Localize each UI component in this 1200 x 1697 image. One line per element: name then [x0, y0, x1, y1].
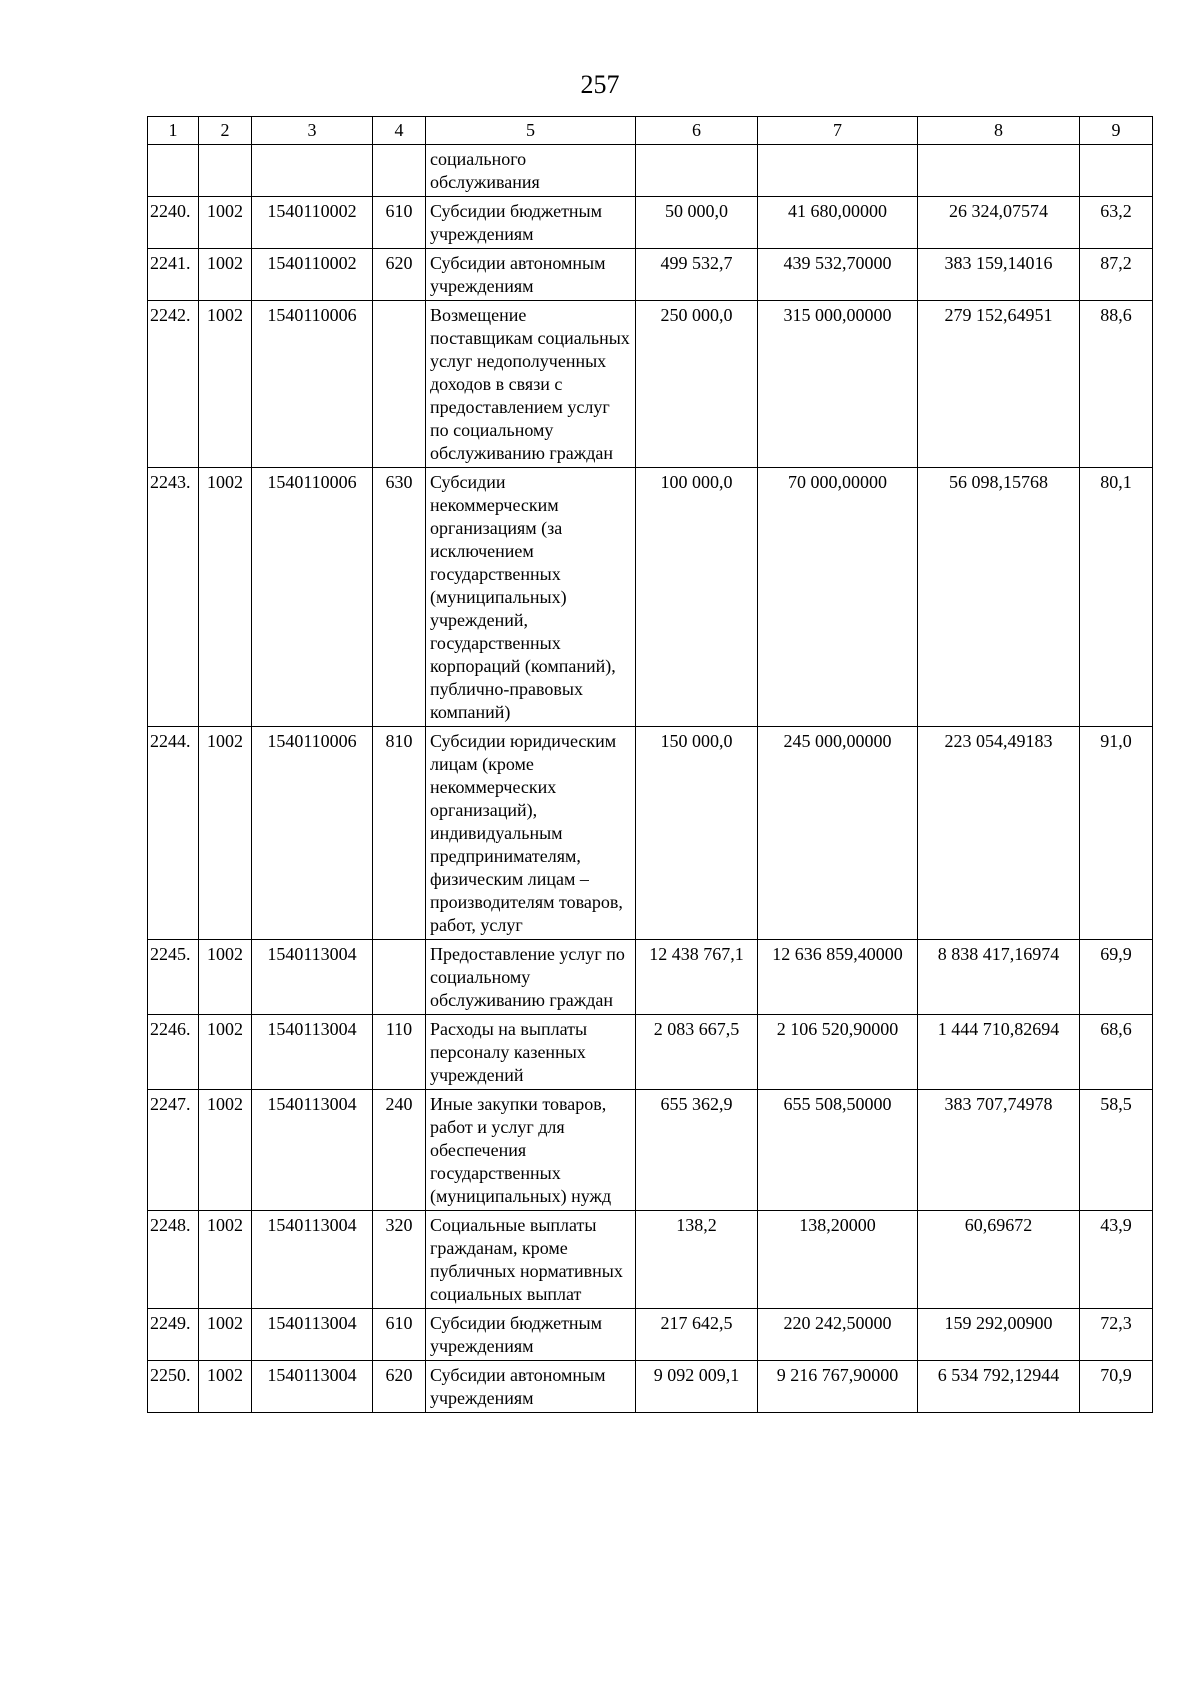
page-number: 257	[580, 70, 620, 99]
execution-percent: 58,5	[1080, 1090, 1153, 1211]
table-body	[148, 145, 1153, 1413]
section-code	[199, 145, 252, 197]
section-code: 1002	[199, 1015, 252, 1090]
approved-amount: 499 532,7	[636, 249, 758, 301]
row-number: 2240.	[148, 197, 199, 249]
table-row	[148, 145, 1153, 197]
approved-amount: 2 083 667,5	[636, 1015, 758, 1090]
table-row	[148, 1211, 1153, 1309]
approved-amount: 9 092 009,1	[636, 1361, 758, 1413]
executed-amount: 6 534 792,12944	[918, 1361, 1080, 1413]
execution-percent: 43,9	[1080, 1211, 1153, 1309]
executed-amount: 279 152,64951	[918, 301, 1080, 468]
refined-amount	[758, 145, 918, 197]
executed-amount: 383 159,14016	[918, 249, 1080, 301]
expense-type: 240	[373, 1090, 426, 1211]
refined-amount: 138,20000	[758, 1211, 918, 1309]
section-code: 1002	[199, 940, 252, 1015]
section-code: 1002	[199, 197, 252, 249]
column-header: 7	[758, 117, 918, 145]
target-code: 1540113004	[252, 1309, 373, 1361]
target-code: 1540113004	[252, 1211, 373, 1309]
target-code: 1540113004	[252, 1015, 373, 1090]
row-number: 2246.	[148, 1015, 199, 1090]
budget-table	[147, 116, 1153, 1413]
expense-type: 810	[373, 727, 426, 940]
row-number: 2244.	[148, 727, 199, 940]
item-name: Субсидии бюджетным учреждениям	[426, 1309, 636, 1361]
executed-amount: 383 707,74978	[918, 1090, 1080, 1211]
approved-amount: 250 000,0	[636, 301, 758, 468]
refined-amount: 220 242,50000	[758, 1309, 918, 1361]
refined-amount: 70 000,00000	[758, 468, 918, 727]
approved-amount: 50 000,0	[636, 197, 758, 249]
row-number: 2249.	[148, 1309, 199, 1361]
column-header: 9	[1080, 117, 1153, 145]
column-header: 5	[426, 117, 636, 145]
target-code	[252, 145, 373, 197]
table-row	[148, 301, 1153, 468]
executed-amount	[918, 145, 1080, 197]
table-header-row	[148, 117, 1153, 145]
expense-type: 610	[373, 1309, 426, 1361]
expense-type: 620	[373, 249, 426, 301]
section-code: 1002	[199, 249, 252, 301]
item-name: Социальные выплаты гражданам, кроме публичных нормативных социальных выплат	[426, 1211, 636, 1309]
expense-type: 610	[373, 197, 426, 249]
row-number: 2241.	[148, 249, 199, 301]
row-number: 2248.	[148, 1211, 199, 1309]
section-code: 1002	[199, 1309, 252, 1361]
approved-amount: 655 362,9	[636, 1090, 758, 1211]
execution-percent: 63,2	[1080, 197, 1153, 249]
execution-percent: 69,9	[1080, 940, 1153, 1015]
item-name: социального обслуживания	[426, 145, 636, 197]
refined-amount: 655 508,50000	[758, 1090, 918, 1211]
row-number: 2245.	[148, 940, 199, 1015]
section-code: 1002	[199, 1361, 252, 1413]
section-code: 1002	[199, 1090, 252, 1211]
execution-percent: 87,2	[1080, 249, 1153, 301]
executed-amount: 60,69672	[918, 1211, 1080, 1309]
executed-amount: 1 444 710,82694	[918, 1015, 1080, 1090]
row-number: 2243.	[148, 468, 199, 727]
section-code: 1002	[199, 301, 252, 468]
row-number: 2250.	[148, 1361, 199, 1413]
section-code: 1002	[199, 1211, 252, 1309]
execution-percent	[1080, 145, 1153, 197]
item-name: Иные закупки товаров, работ и услуг для обеспечения государственных (муниципальных) нужд	[426, 1090, 636, 1211]
approved-amount: 138,2	[636, 1211, 758, 1309]
expense-type: 320	[373, 1211, 426, 1309]
item-name: Субсидии автономным учреждениям	[426, 249, 636, 301]
column-header: 4	[373, 117, 426, 145]
table-row	[148, 1015, 1153, 1090]
refined-amount: 41 680,00000	[758, 197, 918, 249]
execution-percent: 72,3	[1080, 1309, 1153, 1361]
refined-amount: 245 000,00000	[758, 727, 918, 940]
execution-percent: 68,6	[1080, 1015, 1153, 1090]
approved-amount: 12 438 767,1	[636, 940, 758, 1015]
target-code: 1540110006	[252, 468, 373, 727]
approved-amount: 150 000,0	[636, 727, 758, 940]
refined-amount: 9 216 767,90000	[758, 1361, 918, 1413]
item-name: Возмещение поставщикам социальных услуг недополученных доходов в связи с предоставлением услуг по социальному обслуживанию граждан	[426, 301, 636, 468]
executed-amount: 56 098,15768	[918, 468, 1080, 727]
approved-amount	[636, 145, 758, 197]
table-row	[148, 468, 1153, 727]
target-code: 1540113004	[252, 1090, 373, 1211]
row-number: 2247.	[148, 1090, 199, 1211]
execution-percent: 70,9	[1080, 1361, 1153, 1413]
table-row	[148, 1309, 1153, 1361]
approved-amount: 217 642,5	[636, 1309, 758, 1361]
execution-percent: 80,1	[1080, 468, 1153, 727]
table-row	[148, 249, 1153, 301]
expense-type	[373, 940, 426, 1015]
execution-percent: 91,0	[1080, 727, 1153, 940]
row-number	[148, 145, 199, 197]
item-name: Субсидии юридическим лицам (кроме некоммерческих организаций), индивидуальным предпринимателям, физическим лицам – производителям товаров, работ, услуг	[426, 727, 636, 940]
section-code: 1002	[199, 727, 252, 940]
expense-type: 630	[373, 468, 426, 727]
table-row	[148, 727, 1153, 940]
item-name: Субсидии некоммерческим организациям (за исключением государственных (муниципальных) учреждений, государственных корпораций (компаний), публично-правовых компаний)	[426, 468, 636, 727]
table-row	[148, 940, 1153, 1015]
executed-amount: 26 324,07574	[918, 197, 1080, 249]
refined-amount: 2 106 520,90000	[758, 1015, 918, 1090]
expense-type: 110	[373, 1015, 426, 1090]
executed-amount: 8 838 417,16974	[918, 940, 1080, 1015]
target-code: 1540110006	[252, 301, 373, 468]
target-code: 1540110002	[252, 197, 373, 249]
table-row	[148, 1090, 1153, 1211]
target-code: 1540113004	[252, 940, 373, 1015]
table-row	[148, 1361, 1153, 1413]
expense-type	[373, 145, 426, 197]
item-name: Предоставление услуг по социальному обслуживанию граждан	[426, 940, 636, 1015]
item-name: Расходы на выплаты персоналу казенных учреждений	[426, 1015, 636, 1090]
column-header: 1	[148, 117, 199, 145]
target-code: 1540110006	[252, 727, 373, 940]
column-header: 6	[636, 117, 758, 145]
section-code: 1002	[199, 468, 252, 727]
target-code: 1540110002	[252, 249, 373, 301]
refined-amount: 12 636 859,40000	[758, 940, 918, 1015]
column-header: 8	[918, 117, 1080, 145]
executed-amount: 159 292,00900	[918, 1309, 1080, 1361]
refined-amount: 439 532,70000	[758, 249, 918, 301]
target-code: 1540113004	[252, 1361, 373, 1413]
approved-amount: 100 000,0	[636, 468, 758, 727]
executed-amount: 223 054,49183	[918, 727, 1080, 940]
column-header: 2	[199, 117, 252, 145]
expense-type	[373, 301, 426, 468]
refined-amount: 315 000,00000	[758, 301, 918, 468]
table-row	[148, 197, 1153, 249]
expense-type: 620	[373, 1361, 426, 1413]
column-header: 3	[252, 117, 373, 145]
item-name: Субсидии бюджетным учреждениям	[426, 197, 636, 249]
execution-percent: 88,6	[1080, 301, 1153, 468]
row-number: 2242.	[148, 301, 199, 468]
item-name: Субсидии автономным учреждениям	[426, 1361, 636, 1413]
